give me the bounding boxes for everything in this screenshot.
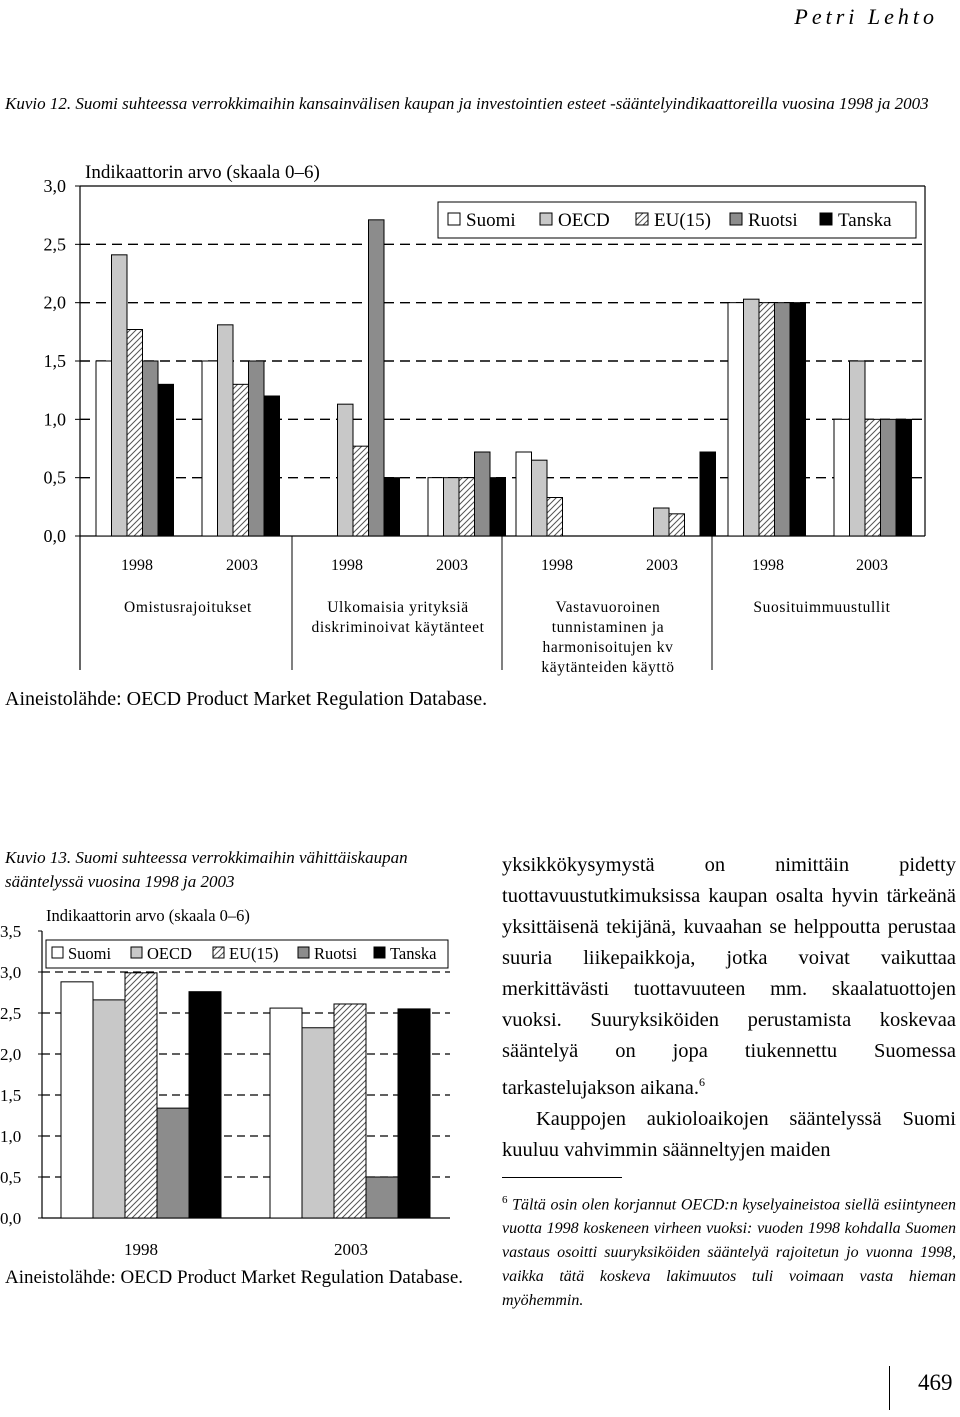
page-number-rule — [889, 1366, 890, 1410]
legend-label-suomi: Suomi — [466, 210, 516, 231]
bar-eu-15-1998 — [547, 498, 563, 537]
bar-ruotsi-1998 — [369, 220, 385, 536]
running-header: Petri Lehto — [794, 4, 938, 29]
bar-ruotsi-2003 — [366, 1177, 398, 1218]
y-tick-label: 2,5 — [43, 234, 66, 255]
legend-label-ruotsi: Ruotsi — [314, 944, 358, 963]
figure-12-source: Aineistolähde: OECD Product Market Regulation Database. — [5, 688, 488, 710]
x-tick-label-1998: 1998 — [752, 557, 784, 574]
bar-oecd-2003 — [302, 1028, 334, 1218]
y-tick-label: 0,0 — [43, 526, 66, 546]
legend-label-ruotsi: Ruotsi — [748, 210, 798, 231]
legend-swatch-eu-15 — [636, 213, 648, 225]
x-tick-label-1998: 1998 — [124, 1240, 158, 1259]
bar-eu-15-2003 — [865, 419, 881, 536]
group-label: käytänteiden käyttö — [541, 659, 675, 676]
bar-eu-15-1998 — [759, 303, 775, 536]
x-tick-label-2003: 2003 — [334, 1240, 368, 1259]
y-tick-label: 3,5 — [0, 922, 22, 941]
bar-tanska-2003 — [490, 478, 506, 536]
bar-oecd-1998 — [93, 1000, 125, 1218]
bar-tanska-2003 — [398, 1009, 430, 1218]
bar-eu-15-2003 — [334, 1004, 366, 1218]
y-tick-label: 3,0 — [43, 176, 66, 196]
legend-label-tanska: Tanska — [390, 944, 437, 963]
bar-eu-15-2003 — [459, 478, 475, 536]
bar-ruotsi-2003 — [475, 452, 491, 536]
group-label: Suosituimmuustullit — [753, 599, 891, 616]
y-tick-label: 3,0 — [0, 963, 22, 982]
group-label: Vastavuoroinen — [555, 599, 661, 616]
bar-suomi-1998 — [96, 361, 112, 536]
y-tick-label: 0,5 — [43, 467, 66, 488]
bar-tanska-1998 — [189, 992, 221, 1218]
paragraph-2: Kauppojen aukioloaikojen sääntelyssä Suomi kuuluu vahvimmin säänneltyjen maiden — [502, 1107, 956, 1161]
footnote-number: 6 — [502, 1194, 508, 1206]
bar-oecd-2003 — [444, 478, 460, 536]
figure-13-source: Aineistolähde: OECD Product Market Regulation Database. — [5, 1267, 464, 1288]
legend-label-tanska: Tanska — [838, 210, 892, 231]
bar-oecd-1998 — [744, 299, 760, 536]
y-tick-label: 2,0 — [43, 292, 66, 313]
x-tick-label-2003: 2003 — [646, 557, 678, 574]
y-tick-label: 0,5 — [0, 1168, 22, 1187]
bar-suomi-2003 — [428, 478, 444, 536]
group-label: harmonisoitujen kv — [542, 639, 674, 656]
y-tick-label: 0,0 — [0, 1209, 22, 1228]
x-tick-label-1998: 1998 — [541, 557, 573, 574]
legend — [46, 940, 448, 968]
legend-label-eu-15: EU(15) — [229, 944, 279, 963]
bar-ruotsi-1998 — [157, 1108, 189, 1218]
bar-suomi-1998 — [516, 452, 532, 536]
bar-oecd-2003 — [218, 325, 234, 536]
bar-oecd-1998 — [532, 460, 548, 536]
legend-swatch-suomi — [52, 947, 63, 958]
bar-suomi-1998 — [728, 303, 744, 536]
bar-suomi-2003 — [270, 1008, 302, 1218]
bar-tanska-1998 — [158, 384, 174, 536]
bar-eu-15-1998 — [125, 973, 157, 1218]
bar-tanska-1998 — [384, 478, 400, 536]
bar-eu-15-1998 — [353, 446, 369, 536]
x-tick-label-2003: 2003 — [436, 557, 468, 574]
bar-eu-15-2003 — [233, 384, 249, 536]
bar-tanska-2003 — [264, 396, 280, 536]
y-tick-label: 1,0 — [43, 409, 66, 430]
bar-oecd-1998 — [338, 404, 354, 536]
bar-suomi-1998 — [61, 982, 93, 1218]
x-tick-label-2003: 2003 — [856, 557, 888, 574]
footnote-ref: 6 — [698, 1075, 705, 1089]
y-tick-label: 1,0 — [0, 1127, 22, 1146]
legend-swatch-tanska — [820, 213, 832, 225]
bar-suomi-2003 — [834, 419, 850, 536]
figure-12-caption: Kuvio 12. Suomi suhteessa verrokkimaihin kansainvälisen kaupan ja investointien esteet -sääntelyindikaattoreilla vuosina 1998 ja 2003 — [5, 94, 929, 113]
legend-label-eu-15: EU(15) — [654, 210, 711, 231]
y-tick-label: 2,0 — [0, 1045, 22, 1064]
legend — [438, 202, 916, 238]
chart-13 — [0, 900, 470, 1265]
legend-swatch-suomi — [448, 213, 460, 225]
body-text — [502, 850, 956, 1166]
y-axis-title: Indikaattorin arvo (skaala 0–6) — [85, 162, 320, 183]
chart-12 — [0, 160, 960, 680]
x-tick-label-1998: 1998 — [331, 557, 363, 574]
bar-oecd-2003 — [654, 508, 670, 536]
paragraph-1 — [502, 850, 956, 1104]
y-tick-label: 1,5 — [0, 1086, 22, 1105]
group-label: diskriminoivat käytänteet — [311, 619, 485, 636]
bar-eu-15-2003 — [669, 514, 685, 536]
group-label: Ulkomaisia yrityksiä — [327, 599, 469, 616]
bar-ruotsi-2003 — [249, 361, 265, 536]
bar-tanska-2003 — [896, 419, 912, 536]
legend-label-oecd: OECD — [558, 210, 610, 231]
bar-ruotsi-2003 — [881, 419, 897, 536]
legend-swatch-tanska — [374, 947, 385, 958]
legend-label-oecd: OECD — [147, 944, 192, 963]
group-label: tunnistaminen ja — [551, 619, 665, 636]
y-axis-title: Indikaattorin arvo (skaala 0–6) — [46, 906, 250, 925]
bar-oecd-1998 — [112, 255, 128, 536]
group-label: Omistusrajoitukset — [124, 599, 252, 616]
bar-eu-15-1998 — [127, 330, 143, 537]
page-number: 469 — [918, 1370, 953, 1395]
bar-suomi-2003 — [202, 361, 218, 536]
bar-tanska-2003 — [700, 452, 716, 536]
bar-oecd-2003 — [850, 361, 866, 536]
footnote-rule — [502, 1177, 622, 1178]
x-tick-label-1998: 1998 — [121, 557, 153, 574]
bar-tanska-1998 — [790, 303, 806, 536]
paragraph-1-text: yksikkökysymystä on nimittäin pidetty tuottavuustutkimuksissa kaupan osalta hyvin tärkeänä yksittäisenä tekijänä, kuvaahan se helppoutta perustaa suuria liikepaikkoja, jotka voivat vaikuttaa merkittävästi tuottavuuteen mm. skaalatuottojen vuoksi. Suuryksiköiden perustamista koskevaa sääntelyä on jopa tiukennettu Suomessa tarkastelujakson aikana. — [502, 854, 956, 1099]
legend-swatch-ruotsi — [298, 947, 309, 958]
bar-ruotsi-1998 — [775, 303, 791, 536]
y-tick-label: 1,5 — [43, 351, 66, 371]
legend-swatch-ruotsi — [730, 213, 742, 225]
footnote-text: Tältä osin olen korjannut OECD:n kyselyaineistoa siellä esiintyneen vuotta 1998 koskeneen virheen vuoksi: vuoden 1998 kohdalla Suomen vastaus osoitti suuryksiköiden sääntelyä rajoitetun jo vuonna 1998, vaikka tätä koskeva lakimuutos tuli voimaan vasta hieman myöhemmin. — [502, 1196, 957, 1310]
x-tick-label-2003: 2003 — [226, 557, 258, 574]
legend-swatch-oecd — [540, 213, 552, 225]
legend-swatch-eu-15 — [213, 947, 224, 958]
y-tick-label: 2,5 — [0, 1004, 22, 1023]
legend-swatch-oecd — [131, 947, 142, 958]
footnote — [502, 1188, 956, 1313]
bar-ruotsi-1998 — [143, 361, 159, 536]
legend-label-suomi: Suomi — [68, 944, 112, 963]
figure-13-caption: Kuvio 13. Suomi suhteessa verrokkimaihin vähittäiskaupan sääntelyssä vuosina 1998 ja 2003 — [5, 848, 408, 891]
